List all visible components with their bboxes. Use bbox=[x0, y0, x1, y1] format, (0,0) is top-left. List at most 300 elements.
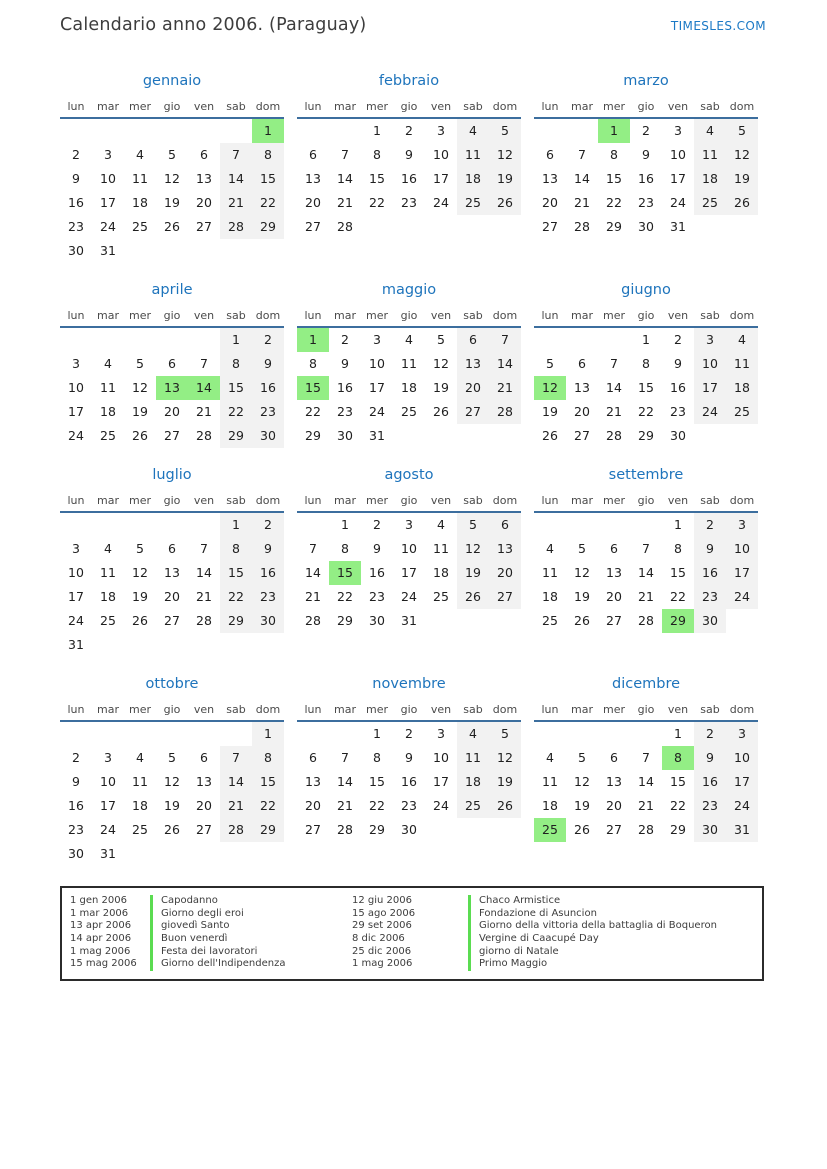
day-cell: 21 bbox=[638, 589, 654, 604]
month-title: gennaio bbox=[142, 73, 202, 89]
day-cell: 26 bbox=[489, 191, 521, 215]
weekday-label: mar bbox=[571, 309, 593, 322]
weekday-label: mer bbox=[365, 309, 388, 322]
day-cell: 20 bbox=[196, 195, 212, 210]
calendar-page bbox=[60, 0, 766, 981]
day-cell: 10 bbox=[670, 147, 686, 162]
day-cell: 2 bbox=[373, 517, 381, 532]
day-cell: 2 bbox=[674, 332, 682, 347]
day-cell: 16 bbox=[694, 770, 726, 794]
empty-cell bbox=[92, 722, 124, 746]
empty-cell bbox=[124, 119, 156, 143]
day-cell: 27 bbox=[164, 613, 180, 628]
day-cell: 6 bbox=[578, 356, 586, 371]
day-cell: 23 bbox=[68, 822, 84, 837]
day-cell: 11 bbox=[694, 143, 726, 167]
day-cell: 5 bbox=[136, 356, 144, 371]
holiday-date: 15 ago 2006 bbox=[352, 907, 416, 919]
day-cell: 22 bbox=[638, 404, 654, 419]
day-cell: 27 bbox=[489, 585, 521, 609]
day-cell: 18 bbox=[694, 167, 726, 191]
day-cell: 2 bbox=[405, 726, 413, 741]
day-cell: 13 bbox=[606, 565, 622, 580]
day-cell: 20 bbox=[606, 589, 622, 604]
day-cell: 25 bbox=[132, 822, 148, 837]
day-cell: 6 bbox=[546, 147, 554, 162]
day-cell: 9 bbox=[252, 537, 284, 561]
day-cell: 5 bbox=[726, 119, 758, 143]
day-cell: 10 bbox=[433, 750, 449, 765]
day-cell: 22 bbox=[220, 585, 252, 609]
brand-link[interactable]: TIMESLES.COM bbox=[670, 19, 766, 33]
weekday-label: mar bbox=[334, 494, 356, 507]
day-cell: 8 bbox=[373, 147, 381, 162]
day-cell: 9 bbox=[642, 147, 650, 162]
day-cell: 27 bbox=[574, 428, 590, 443]
day-cell: 16 bbox=[369, 565, 385, 580]
day-cell: 1 bbox=[220, 328, 252, 352]
day-cell: 20 bbox=[305, 195, 321, 210]
month-title: ottobre bbox=[145, 676, 199, 692]
day-cell: 8 bbox=[309, 356, 317, 371]
day-cell: 17 bbox=[433, 774, 449, 789]
day-cell: 30 bbox=[638, 219, 654, 234]
empty-cell bbox=[156, 513, 188, 537]
day-cell: 20 bbox=[457, 376, 489, 400]
day-cell: 14 bbox=[196, 565, 212, 580]
day-cell: 21 bbox=[489, 376, 521, 400]
month-days-grid bbox=[60, 722, 284, 866]
weekday-label: gio bbox=[400, 703, 418, 716]
empty-cell bbox=[630, 722, 662, 746]
day-cell: 25 bbox=[534, 818, 566, 842]
day-cell: 17 bbox=[100, 195, 116, 210]
day-cell: 16 bbox=[337, 380, 353, 395]
month-dicembre bbox=[534, 676, 758, 842]
empty-cell bbox=[92, 328, 124, 352]
day-cell: 4 bbox=[694, 119, 726, 143]
day-cell: 24 bbox=[401, 589, 417, 604]
day-cell: 12 bbox=[574, 774, 590, 789]
empty-cell bbox=[566, 513, 598, 537]
day-cell: 11 bbox=[132, 171, 148, 186]
day-cell: 7 bbox=[642, 541, 650, 556]
day-cell: 29 bbox=[337, 613, 353, 628]
day-cell: 28 bbox=[196, 613, 212, 628]
day-cell: 13 bbox=[457, 352, 489, 376]
day-cell: 5 bbox=[437, 332, 445, 347]
day-cell: 11 bbox=[132, 774, 148, 789]
day-cell: 21 bbox=[220, 794, 252, 818]
day-cell: 7 bbox=[341, 750, 349, 765]
day-cell: 23 bbox=[670, 404, 686, 419]
day-cell: 12 bbox=[489, 143, 521, 167]
month-title: novembre bbox=[372, 676, 446, 692]
month-days-grid bbox=[297, 328, 521, 448]
day-cell: 10 bbox=[100, 171, 116, 186]
weekday-label: lun bbox=[304, 703, 322, 716]
day-cell: 18 bbox=[542, 798, 558, 813]
day-cell: 28 bbox=[489, 400, 521, 424]
day-cell: 4 bbox=[457, 722, 489, 746]
weekday-label: ven bbox=[430, 100, 452, 113]
day-cell: 3 bbox=[104, 750, 112, 765]
day-cell: 3 bbox=[674, 123, 682, 138]
month-giugno bbox=[534, 282, 758, 448]
day-cell: 23 bbox=[638, 195, 654, 210]
day-cell: 20 bbox=[489, 561, 521, 585]
day-cell: 23 bbox=[68, 219, 84, 234]
day-cell: 28 bbox=[606, 428, 622, 443]
day-cell: 12 bbox=[433, 356, 449, 371]
weekday-header-row bbox=[297, 702, 521, 722]
day-cell: 10 bbox=[100, 774, 116, 789]
empty-cell bbox=[534, 722, 566, 746]
day-cell: 11 bbox=[726, 352, 758, 376]
day-cell: 5 bbox=[489, 119, 521, 143]
day-cell: 16 bbox=[638, 171, 654, 186]
day-cell: 7 bbox=[489, 328, 521, 352]
page-title: Calendario anno 2006. (Paraguay) bbox=[60, 15, 367, 35]
day-cell: 5 bbox=[168, 750, 176, 765]
day-cell: 9 bbox=[252, 352, 284, 376]
day-cell: 23 bbox=[337, 404, 353, 419]
day-cell: 9 bbox=[405, 147, 413, 162]
day-cell: 3 bbox=[437, 123, 445, 138]
day-cell: 11 bbox=[401, 356, 417, 371]
day-cell: 5 bbox=[168, 147, 176, 162]
day-cell: 3 bbox=[72, 541, 80, 556]
day-cell: 11 bbox=[100, 565, 116, 580]
day-cell: 6 bbox=[610, 541, 618, 556]
day-cell: 16 bbox=[401, 774, 417, 789]
day-cell: 8 bbox=[252, 746, 284, 770]
empty-cell bbox=[329, 722, 361, 746]
day-cell: 29 bbox=[252, 818, 284, 842]
day-cell: 9 bbox=[694, 746, 726, 770]
holiday-name: giorno di Natale bbox=[468, 946, 754, 959]
day-cell: 24 bbox=[68, 428, 84, 443]
day-cell: 4 bbox=[104, 356, 112, 371]
day-cell: 6 bbox=[168, 541, 176, 556]
weekday-label: mar bbox=[571, 494, 593, 507]
day-cell: 4 bbox=[546, 750, 554, 765]
empty-cell bbox=[534, 513, 566, 537]
empty-cell bbox=[297, 722, 329, 746]
day-cell: 22 bbox=[337, 589, 353, 604]
day-cell: 2 bbox=[405, 123, 413, 138]
month-settembre bbox=[534, 467, 758, 633]
day-cell: 15 bbox=[606, 171, 622, 186]
weekday-label: sab bbox=[700, 703, 720, 716]
day-cell: 19 bbox=[457, 561, 489, 585]
day-cell: 21 bbox=[337, 195, 353, 210]
day-cell: 22 bbox=[252, 794, 284, 818]
weekday-label: gio bbox=[637, 703, 655, 716]
weekday-label: dom bbox=[492, 494, 518, 507]
day-cell: 19 bbox=[574, 798, 590, 813]
day-cell: 2 bbox=[252, 328, 284, 352]
day-cell: 25 bbox=[726, 400, 758, 424]
holiday-name: giovedì Santo bbox=[150, 920, 352, 933]
day-cell: 5 bbox=[136, 541, 144, 556]
empty-cell bbox=[297, 513, 329, 537]
day-cell: 25 bbox=[132, 219, 148, 234]
day-cell: 30 bbox=[252, 424, 284, 448]
day-cell: 4 bbox=[726, 328, 758, 352]
weekday-label: lun bbox=[541, 494, 559, 507]
day-cell: 9 bbox=[373, 541, 381, 556]
weekday-label: sab bbox=[463, 100, 483, 113]
weekday-header-row bbox=[534, 702, 758, 722]
holiday-date: 29 set 2006 bbox=[352, 920, 412, 932]
holiday-date: 14 apr 2006 bbox=[70, 933, 132, 945]
day-cell: 11 bbox=[457, 143, 489, 167]
day-cell: 25 bbox=[433, 589, 449, 604]
month-maggio bbox=[297, 282, 521, 448]
day-cell: 16 bbox=[670, 380, 686, 395]
day-cell: 8 bbox=[341, 541, 349, 556]
day-cell: 15 bbox=[252, 770, 284, 794]
weekday-label: gio bbox=[637, 100, 655, 113]
weekday-label: gio bbox=[400, 309, 418, 322]
day-cell: 21 bbox=[638, 798, 654, 813]
day-cell: 11 bbox=[457, 746, 489, 770]
weekday-label: sab bbox=[700, 309, 720, 322]
day-cell: 20 bbox=[196, 798, 212, 813]
day-cell: 3 bbox=[72, 356, 80, 371]
month-days-grid bbox=[60, 513, 284, 657]
month-days-grid bbox=[60, 119, 284, 263]
day-cell: 31 bbox=[726, 818, 758, 842]
day-cell: 7 bbox=[220, 143, 252, 167]
weekday-label: mer bbox=[128, 309, 151, 322]
day-cell: 9 bbox=[72, 774, 80, 789]
day-cell: 10 bbox=[726, 537, 758, 561]
empty-cell bbox=[598, 722, 630, 746]
weekday-label: mer bbox=[602, 100, 625, 113]
day-cell: 19 bbox=[489, 770, 521, 794]
day-cell: 28 bbox=[574, 219, 590, 234]
day-cell: 1 bbox=[297, 328, 329, 352]
day-cell: 8 bbox=[642, 356, 650, 371]
weekday-header-row bbox=[60, 493, 284, 513]
holiday-date: 1 mag 2006 bbox=[352, 958, 413, 970]
holiday-name: Giorno degli eroi bbox=[150, 908, 352, 921]
weekday-label: dom bbox=[492, 100, 518, 113]
day-cell: 14 bbox=[574, 171, 590, 186]
empty-cell bbox=[220, 722, 252, 746]
day-cell: 27 bbox=[196, 822, 212, 837]
day-cell: 6 bbox=[309, 750, 317, 765]
holiday-name: Vergine di Caacupé Day bbox=[468, 933, 754, 946]
weekday-label: mer bbox=[365, 494, 388, 507]
day-cell: 28 bbox=[220, 215, 252, 239]
weekday-header-row bbox=[534, 493, 758, 513]
day-cell: 8 bbox=[252, 143, 284, 167]
day-cell: 9 bbox=[694, 537, 726, 561]
day-cell: 6 bbox=[309, 147, 317, 162]
day-cell: 22 bbox=[252, 191, 284, 215]
day-cell: 24 bbox=[726, 585, 758, 609]
day-cell: 27 bbox=[457, 400, 489, 424]
day-cell: 12 bbox=[132, 380, 148, 395]
weekday-label: sab bbox=[463, 703, 483, 716]
day-cell: 30 bbox=[337, 428, 353, 443]
day-cell: 12 bbox=[534, 376, 566, 400]
day-cell: 2 bbox=[341, 332, 349, 347]
day-cell: 22 bbox=[670, 798, 686, 813]
weekday-label: mer bbox=[602, 703, 625, 716]
day-cell: 21 bbox=[305, 589, 321, 604]
weekday-header-row bbox=[60, 308, 284, 328]
day-cell: 13 bbox=[196, 171, 212, 186]
weekday-header-row bbox=[60, 702, 284, 722]
day-cell: 15 bbox=[252, 167, 284, 191]
day-cell: 29 bbox=[220, 609, 252, 633]
day-cell: 26 bbox=[164, 822, 180, 837]
day-cell: 9 bbox=[405, 750, 413, 765]
day-cell: 7 bbox=[200, 356, 208, 371]
weekday-label: ven bbox=[430, 494, 452, 507]
holiday-name: Festa dei lavoratori bbox=[150, 946, 352, 959]
weekday-label: ven bbox=[193, 703, 215, 716]
day-cell: 25 bbox=[100, 428, 116, 443]
weekday-label: dom bbox=[255, 703, 281, 716]
day-cell: 23 bbox=[694, 794, 726, 818]
day-cell: 21 bbox=[196, 404, 212, 419]
day-cell: 6 bbox=[610, 750, 618, 765]
month-aprile bbox=[60, 282, 284, 448]
day-cell: 28 bbox=[305, 613, 321, 628]
day-cell: 17 bbox=[726, 561, 758, 585]
weekday-label: mar bbox=[97, 494, 119, 507]
empty-cell bbox=[598, 328, 630, 352]
day-cell: 27 bbox=[606, 822, 622, 837]
day-cell: 12 bbox=[132, 565, 148, 580]
weekday-label: mar bbox=[97, 100, 119, 113]
day-cell: 23 bbox=[252, 585, 284, 609]
day-cell: 23 bbox=[694, 585, 726, 609]
weekday-label: mer bbox=[128, 100, 151, 113]
day-cell: 15 bbox=[369, 171, 385, 186]
day-cell: 20 bbox=[606, 798, 622, 813]
weekday-label: lun bbox=[304, 309, 322, 322]
day-cell: 16 bbox=[252, 376, 284, 400]
weekday-label: ven bbox=[193, 309, 215, 322]
day-cell: 30 bbox=[694, 609, 726, 633]
weekday-header-row bbox=[297, 99, 521, 119]
weekday-label: dom bbox=[729, 494, 755, 507]
day-cell: 29 bbox=[305, 428, 321, 443]
weekday-label: sab bbox=[463, 309, 483, 322]
month-days-grid bbox=[534, 722, 758, 842]
day-cell: 1 bbox=[598, 119, 630, 143]
holidays-legend-grid bbox=[70, 895, 754, 971]
day-cell: 14 bbox=[489, 352, 521, 376]
day-cell: 12 bbox=[164, 774, 180, 789]
day-cell: 9 bbox=[72, 171, 80, 186]
weekday-label: dom bbox=[492, 703, 518, 716]
day-cell: 29 bbox=[606, 219, 622, 234]
month-title: aprile bbox=[151, 282, 193, 298]
day-cell: 26 bbox=[132, 428, 148, 443]
day-cell: 31 bbox=[100, 846, 116, 861]
month-title: settembre bbox=[608, 467, 684, 483]
weekday-label: dom bbox=[255, 309, 281, 322]
day-cell: 27 bbox=[196, 219, 212, 234]
month-title: marzo bbox=[623, 73, 669, 89]
day-cell: 4 bbox=[136, 147, 144, 162]
day-cell: 28 bbox=[337, 219, 353, 234]
day-cell: 16 bbox=[401, 171, 417, 186]
month-days-grid bbox=[534, 513, 758, 633]
day-cell: 20 bbox=[164, 404, 180, 419]
day-cell: 16 bbox=[68, 798, 84, 813]
weekday-label: sab bbox=[463, 494, 483, 507]
day-cell: 31 bbox=[401, 613, 417, 628]
weekday-label: lun bbox=[67, 100, 85, 113]
day-cell: 5 bbox=[578, 541, 586, 556]
weekday-label: sab bbox=[700, 100, 720, 113]
day-cell: 26 bbox=[574, 822, 590, 837]
month-marzo bbox=[534, 73, 758, 239]
day-cell: 24 bbox=[100, 822, 116, 837]
day-cell: 31 bbox=[100, 243, 116, 258]
day-cell: 5 bbox=[457, 513, 489, 537]
day-cell: 2 bbox=[252, 513, 284, 537]
day-cell: 24 bbox=[68, 613, 84, 628]
day-cell: 6 bbox=[489, 513, 521, 537]
empty-cell bbox=[630, 513, 662, 537]
day-cell: 19 bbox=[132, 404, 148, 419]
day-cell: 9 bbox=[341, 356, 349, 371]
weekday-label: gio bbox=[637, 309, 655, 322]
day-cell: 21 bbox=[574, 195, 590, 210]
month-title: febbraio bbox=[378, 73, 440, 89]
day-cell: 10 bbox=[401, 541, 417, 556]
weekday-label: lun bbox=[67, 309, 85, 322]
day-cell: 28 bbox=[220, 818, 252, 842]
day-cell: 24 bbox=[369, 404, 385, 419]
day-cell: 1 bbox=[252, 722, 284, 746]
day-cell: 17 bbox=[670, 171, 686, 186]
weekday-label: dom bbox=[255, 494, 281, 507]
day-cell: 28 bbox=[638, 822, 654, 837]
day-cell: 22 bbox=[670, 589, 686, 604]
day-cell: 17 bbox=[68, 589, 84, 604]
weekday-label: sab bbox=[226, 494, 246, 507]
day-cell: 14 bbox=[337, 774, 353, 789]
day-cell: 7 bbox=[610, 356, 618, 371]
day-cell: 1 bbox=[674, 517, 682, 532]
weekday-header-row bbox=[534, 99, 758, 119]
day-cell: 30 bbox=[369, 613, 385, 628]
empty-cell bbox=[156, 328, 188, 352]
day-cell: 17 bbox=[433, 171, 449, 186]
weekday-label: mer bbox=[602, 494, 625, 507]
weekday-label: gio bbox=[163, 703, 181, 716]
day-cell: 18 bbox=[132, 798, 148, 813]
day-cell: 22 bbox=[369, 195, 385, 210]
weekday-header-row bbox=[297, 493, 521, 513]
day-cell: 15 bbox=[297, 376, 329, 400]
day-cell: 8 bbox=[220, 537, 252, 561]
day-cell: 19 bbox=[132, 589, 148, 604]
weekday-label: ven bbox=[193, 100, 215, 113]
day-cell: 12 bbox=[489, 746, 521, 770]
day-cell: 17 bbox=[68, 404, 84, 419]
